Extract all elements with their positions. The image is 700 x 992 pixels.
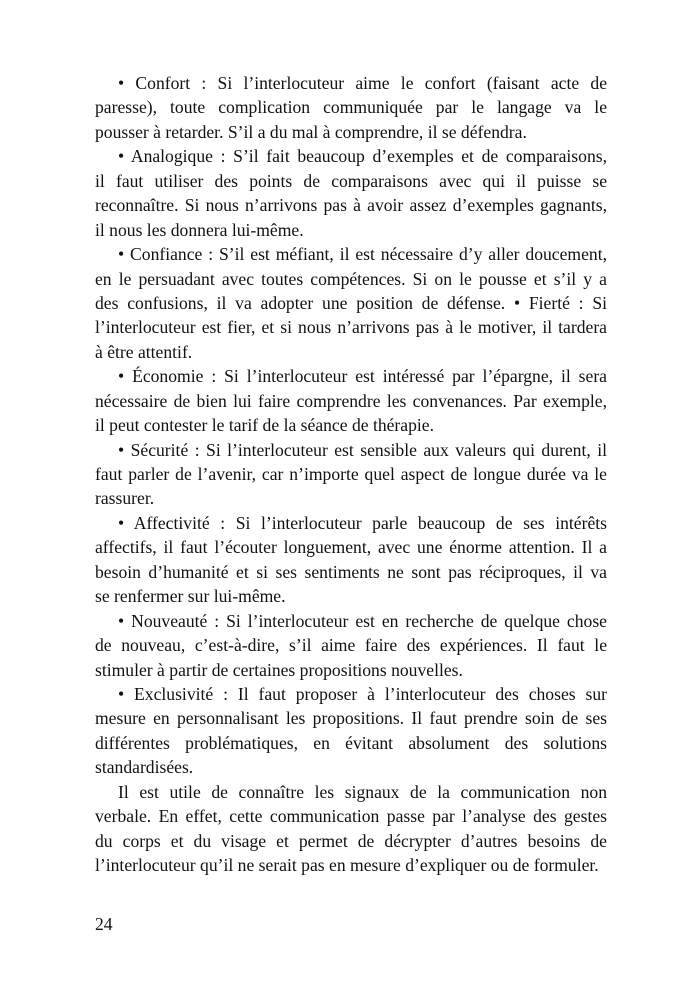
text-line: • Affectivité : Si l’interlocuteur parle beaucoup de ses intérêts [118, 512, 607, 533]
text-line: il peut contester le tarif de la séance de thérapie. [95, 415, 434, 436]
text-line: de nouveau, c’est-à-dire, s’il aime faire des expériences. Il faut le [95, 635, 607, 656]
text-line: paresse), toute complication communiquée par le langage va le [95, 97, 607, 118]
page-number: 24 [95, 914, 113, 934]
paragraph [95, 438, 607, 511]
text-line: • Sécurité : Si l’interlocuteur est sensible aux valeurs qui durent, il [118, 439, 607, 460]
text-line: se renfermer sur lui-même. [95, 586, 286, 607]
text-line: en le persuadant avec toutes compétences. Si on le pousse et s’il y a [95, 268, 607, 289]
text-line: à être attentif. [95, 341, 193, 362]
paragraph [95, 144, 607, 242]
text-line: affectifs, il faut l’écouter longuement, avec une énorme attention. Il a [95, 537, 607, 558]
text-line: des confusions, il va adopter une position de défense. • Fierté : Si [95, 292, 607, 313]
paragraph [95, 609, 607, 682]
paragraph [95, 242, 607, 364]
text-line: du corps et du visage et permet de décrypter d’autres besoins de [95, 830, 607, 851]
text-line: rassurer. [95, 488, 155, 509]
paragraph [95, 364, 607, 437]
text-line: différentes problématiques, en évitant absolument des solutions [95, 732, 607, 753]
text-line: il faut utiliser des points de comparaisons avec qui il puisse se [95, 170, 607, 191]
text-line: • Nouveauté : Si l’interlocuteur est en recherche de quelque chose [118, 610, 607, 631]
text-line: nécessaire de bien lui faire comprendre les convenances. Par exemple, [95, 390, 607, 411]
text-line: • Confort : Si l’interlocuteur aime le confort (faisant acte de [118, 73, 607, 93]
text-line: besoin d’humanité et si ses sentiments ne sont pas réciproques, il va [95, 561, 607, 582]
paragraph [95, 682, 607, 780]
text-line: standardisées. [95, 757, 194, 778]
text-line: l’interlocuteur qu’il ne serait pas en mesure d’expliquer ou de formuler. [95, 855, 599, 875]
text-line: pousser à retarder. S’il a du mal à comprendre, il se défendra. [95, 121, 527, 142]
text-line: il nous les donnera lui-même. [95, 219, 304, 240]
text-line: faut parler de l’avenir, car n’importe quel aspect de longue durée va le [95, 464, 607, 484]
page-body [95, 71, 607, 877]
text-line: l’interlocuteur est fier, et si nous n’arrivons pas à le motiver, il tardera [95, 317, 607, 338]
text-line: • Économie : Si l’interlocuteur est intéressé par l’épargne, il sera [118, 366, 607, 387]
text-line: • Analogique : S’il fait beaucoup d’exemples et de comparaisons, [118, 146, 607, 167]
text-line: • Confiance : S’il est méfiant, il est nécessaire d’y aller doucement, [118, 244, 607, 265]
text-line: • Exclusivité : Il faut proposer à l’interlocuteur des choses sur [118, 683, 607, 704]
paragraph [95, 511, 607, 609]
text-line: mesure en personnalisant les propositions. Il faut prendre soin de ses [95, 708, 607, 729]
paragraph [95, 780, 607, 878]
text-line: verbale. En effet, cette communication passe par l’analyse des gestes [95, 806, 607, 827]
paragraph [95, 71, 607, 144]
text-line: stimuler à partir de certaines propositions nouvelles. [95, 659, 463, 680]
text-line: reconnaître. Si nous n’arrivons pas à avoir assez d’exemples gagnants, [95, 195, 607, 216]
text-line: Il est utile de connaître les signaux de la communication non [118, 781, 607, 802]
